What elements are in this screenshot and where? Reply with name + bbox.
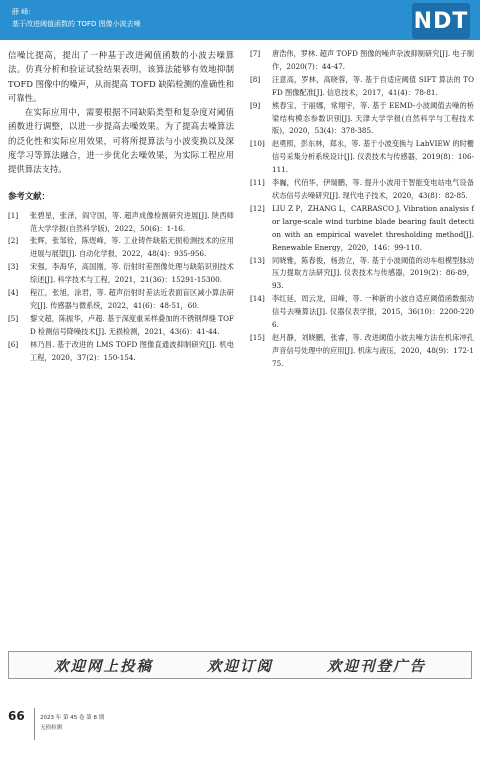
reference-text: 熊春宝，于丽娜，常翔宇，等. 基于 EEMD-小波阈值去噪的桥梁结构模态参数识别[J]. 天津大学学报(自然科学与工程技术版)，2020，53(4)：378-385. <box>272 100 474 136</box>
reference-text: 唐浩伟，罗林. 超声 TOFD 图像的噪声杂波抑制研究[J]. 电子制作，2020(7)：44-47. <box>272 49 474 71</box>
reference-text: 程江，张旭，涂君，等. 超声衍射时差法近表面盲区减小算法研究[J]. 传感器与微系统，2022，41(6)：48-51，60. <box>30 288 234 311</box>
reference-number: [6] <box>8 339 19 349</box>
page-number: 66 <box>8 709 25 723</box>
reference-list-left <box>8 210 234 365</box>
reference-number: [2] <box>8 236 19 246</box>
reference-text: 赵月静，刘晓鹏，张睿，等. 改进阈值小波去噪方法在机床冲孔声音信号处理中的应用[J]. 机床与液压，2020，48(9)：172-175. <box>272 332 474 368</box>
reference-number: [15] <box>250 332 265 342</box>
reference-number: [14] <box>250 294 265 304</box>
right-column <box>250 48 474 371</box>
reference-item <box>250 48 474 74</box>
reference-number: [1] <box>8 210 19 220</box>
reference-number: [9] <box>250 100 261 110</box>
reference-number: [11] <box>250 178 265 188</box>
reference-list-right <box>250 48 474 371</box>
references-heading: 参考文献： <box>8 190 50 201</box>
reference-number: [10] <box>250 139 265 149</box>
reference-item <box>8 313 234 339</box>
reference-item <box>8 235 234 261</box>
reference-number: [13] <box>250 255 265 265</box>
reference-item <box>250 100 474 139</box>
reference-item <box>8 339 234 365</box>
reference-number: [8] <box>250 74 261 84</box>
footer-issue: 2023 年 第 45 卷 第 8 期 <box>40 715 105 721</box>
reference-text: 赵勇照，彭东林，郑永，等. 基于小波变换与 LabVIEW 的时栅信号采集分析系统设计[J]. 仪表技术与传感器，2019(8)：106-111. <box>272 139 474 175</box>
body-paragraph: 在实际应用中，需要根据不同缺陷类型和复杂度对阈值函数进行调整，以进一步提高去噪效果。为了提高去噪算法的泛化性和实际应用效果，可将所提算法与小波变换以及深度学习等算法融合，进一步优化去噪效果，为实际工程应用提供算法支持。 <box>8 107 234 175</box>
reference-text: 李红延，周云龙，田峰，等. 一种新的小波自适应阈值函数振动信号去噪算法[J]. 仪器仪表学报，2015，36(10)：2200-2206. <box>272 294 474 330</box>
reference-item <box>250 293 474 332</box>
reference-item <box>250 255 474 294</box>
reference-item <box>250 203 474 255</box>
reference-text: 宋强，李海华，高国刚，等. 衍射时差图像处理与缺陷识别技术综述[J]. 科学技术与工程，2021，21(36)：15291-15300. <box>30 262 234 285</box>
reference-text: 张碧星，张泽，阎守国，等. 超声成像检测研究进展[J]. 陕西师范大学学报(自然科学版)，2022，50(6)：1-16. <box>30 210 234 233</box>
reference-item <box>250 74 474 100</box>
reference-text: 汪意高，罗林，高晓蓉，等. 基于自适应阈值 SIFT 算法的 TOFD 图像配准[J]. 信息技术，2017，41(4)：78-81. <box>272 74 474 97</box>
left-column <box>8 48 234 365</box>
reference-number: [4] <box>8 288 19 298</box>
reference-text: 同晓雅，陈春俊，杨劲立，等. 基于小波阈值的动车组模型脉动压力提取方法研究[J]. 仪表技术与传感器，2019(2)：86-89，93. <box>272 255 474 291</box>
reference-text: 林乃昌. 基于改进的 LMS TOFD 图像直通波抑制研究[J]. 机电工程，2020，37(2)：150-154. <box>30 339 234 362</box>
reference-number: [3] <box>8 262 19 272</box>
header-author: 薛 峰: <box>12 8 31 16</box>
reference-item <box>8 287 234 313</box>
reference-number: [5] <box>8 313 19 323</box>
banner-subscribe-text: 欢迎订阅 <box>207 658 273 675</box>
reference-number: [12] <box>250 203 265 213</box>
reference-item <box>250 332 474 371</box>
reference-item <box>250 177 474 203</box>
banner-advertise-text: 欢迎刊登广告 <box>327 658 426 675</box>
ndt-logo <box>412 3 470 39</box>
reference-item <box>8 261 234 287</box>
reference-text: LIU Z P，ZHANG L，CARRASCO J. Vibration analysis for large-scale wind turbine blade bearing fault detection with an empirical wavelet thresholding method[J]. Renewable Energy，2020，146：99-110. <box>272 203 474 252</box>
running-header <box>0 0 480 40</box>
header-article-title: 基于改进阈值函数的 TOFD 图像小波去噪 <box>12 20 141 28</box>
body-paragraph: 信噪比提高，提出了一种基于改进阈值函数的小波去噪算法。仿真分析和验证试验结果表明，该算法能够有效地抑制 TOFD 图像中的噪声，从而提高 TOFD 缺陷检测的准确性和可靠性。 <box>8 50 234 103</box>
reference-text: 张辉，张邹铨，陈煜峰，等. 工业铸件缺陷无损检测技术的应用进展与展望[J]. 自动化学报，2022，48(4)：935-956. <box>30 236 234 259</box>
reference-number: [7] <box>250 49 261 58</box>
footer-journal: 无损检测 <box>40 725 63 731</box>
reference-text: 李巍，代佰华，伊瑞鹏，等. 提升小波用于智能变电站电气设备状态信号去噪研究[J]. 现代电子技术，2020，43(8)：82-85. <box>272 178 474 200</box>
ndt-logo-text: NDT <box>413 8 469 34</box>
footer-divider <box>34 708 35 740</box>
reference-item <box>250 138 474 177</box>
reference-item <box>8 210 234 236</box>
reference-text: 黎文超，陈振华，卢超. 基于深度重采样叠加的不锈钢焊缝 TOFD 检测信号降噪技术[J]. 无损检测，2021，43(6)：41-44. <box>30 313 234 336</box>
banner-submit-text: 欢迎网上投稿 <box>54 658 153 675</box>
promo-banner <box>8 651 472 679</box>
